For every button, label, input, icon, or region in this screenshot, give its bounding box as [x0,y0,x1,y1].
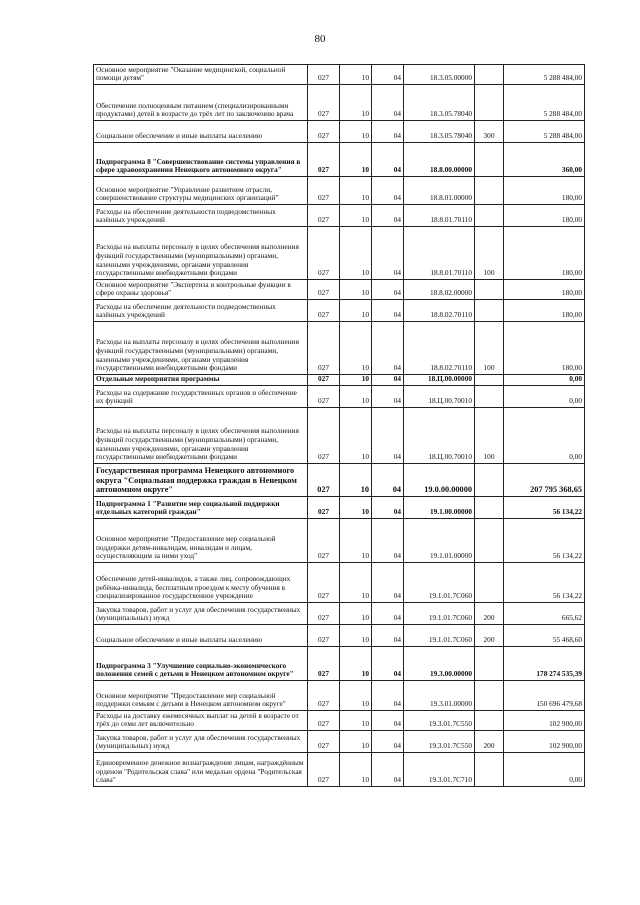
row-ministry-code-cell: 027 [308,227,340,280]
row-amount-cell: 5 288 484,00 [504,85,585,121]
row-section-code-cell: 10 [340,711,372,731]
row-subsection-code-cell: 04 [372,681,404,711]
row-section-code-cell: 10 [340,408,372,464]
row-amount-cell: 180,00 [504,177,585,205]
row-subsection-code-cell: 04 [372,731,404,753]
table-row [94,563,585,603]
row-section-code-cell: 10 [340,731,372,753]
row-subsection-code-cell: 04 [372,300,404,322]
table-row [94,386,585,408]
row-subsection-code-cell: 04 [372,753,404,787]
row-name-cell: Отдельные мероприятия программы [94,375,308,386]
row-ministry-code-cell: 027 [308,731,340,753]
row-amount-cell: 56 134,22 [504,563,585,603]
row-expense-type-cell [475,647,504,681]
row-ministry-code-cell: 027 [308,464,340,497]
table-row [94,625,585,647]
row-subsection-code-cell: 04 [372,563,404,603]
row-subsection-code-cell: 04 [372,711,404,731]
table-row [94,322,585,375]
table-row [94,300,585,322]
row-amount-cell: 5 288 484,00 [504,65,585,85]
row-section-code-cell: 10 [340,681,372,711]
row-ministry-code-cell: 027 [308,408,340,464]
row-ministry-code-cell: 027 [308,647,340,681]
row-target-article-cell: 18.8.01.70110 [404,227,475,280]
row-ministry-code-cell: 027 [308,386,340,408]
row-section-code-cell: 10 [340,280,372,300]
table-row [94,647,585,681]
row-name-cell: Основное мероприятие "Экспертиза и контрольные функции в сфере охраны здоровья" [94,280,308,300]
row-ministry-code-cell: 027 [308,205,340,227]
row-amount-cell: 180,00 [504,227,585,280]
row-amount-cell: 0,00 [504,753,585,787]
row-expense-type-cell: 200 [475,731,504,753]
table-row [94,65,585,85]
row-ministry-code-cell: 027 [308,322,340,375]
row-amount-cell: 102 900,00 [504,711,585,731]
row-name-cell: Социальное обеспечение и иные выплаты населению [94,121,308,143]
row-name-cell: Подпрограмма 3 "Улучшение социально-экономического положения семей с детьми в Ненецком автономном округе" [94,647,308,681]
row-section-code-cell: 10 [340,603,372,625]
row-target-article-cell: 19.3.00.00000 [404,647,475,681]
row-ministry-code-cell: 027 [308,65,340,85]
row-subsection-code-cell: 04 [372,280,404,300]
row-amount-cell: 0,00 [504,375,585,386]
row-amount-cell: 178 274 535,39 [504,647,585,681]
row-expense-type-cell: 200 [475,603,504,625]
row-name-cell: Закупка товаров, работ и услуг для обеспечения государственных (муниципальных) нужд [94,603,308,625]
row-expense-type-cell [475,497,504,519]
row-ministry-code-cell: 027 [308,497,340,519]
row-ministry-code-cell: 027 [308,625,340,647]
row-amount-cell: 207 795 368,65 [504,464,585,497]
row-name-cell: Основное мероприятие "Предоставление мер социальной поддержки детям-инвалидам, инвалидам и лицам, осуществляющим за ними уход" [94,519,308,563]
row-expense-type-cell [475,65,504,85]
row-section-code-cell: 10 [340,205,372,227]
row-subsection-code-cell: 04 [372,647,404,681]
table-row [94,205,585,227]
row-section-code-cell: 10 [340,375,372,386]
table-row [94,464,585,497]
row-expense-type-cell [475,519,504,563]
row-target-article-cell: 18.Ц.00.70010 [404,408,475,464]
row-expense-type-cell: 100 [475,408,504,464]
row-ministry-code-cell: 027 [308,143,340,177]
table-row [94,375,585,386]
row-target-article-cell: 18.8.01.00000 [404,177,475,205]
row-expense-type-cell [475,386,504,408]
row-target-article-cell: 18.3.05.78040 [404,121,475,143]
row-target-article-cell: 18.8.02.00000 [404,280,475,300]
row-name-cell: Основное мероприятие "Предоставление мер социальной поддержки семьям с детьми в Ненецком автономном округе" [94,681,308,711]
row-target-article-cell: 18.3.05.00000 [404,65,475,85]
row-subsection-code-cell: 04 [372,177,404,205]
table-row [94,143,585,177]
table-row [94,681,585,711]
row-section-code-cell: 10 [340,177,372,205]
table-row [94,227,585,280]
row-expense-type-cell [475,711,504,731]
row-amount-cell: 102 900,00 [504,731,585,753]
row-expense-type-cell [475,464,504,497]
row-name-cell: Единовременное денежное вознаграждение лицам, награждённым орденом "Родительская слава" или медалью ордена "Родительская слава" [94,753,308,787]
table-row [94,85,585,121]
row-ministry-code-cell: 027 [308,563,340,603]
row-amount-cell: 55 468,60 [504,625,585,647]
row-name-cell: Закупка товаров, работ и услуг для обеспечения государственных (муниципальных) нужд [94,731,308,753]
row-name-cell: Расходы на выплаты персоналу в целях обеспечения выполнения функций государственными (муниципальными) органами, казенными учреждениями, органами управления государственными внебюджетными фондами [94,227,308,280]
row-subsection-code-cell: 04 [372,322,404,375]
row-ministry-code-cell: 027 [308,300,340,322]
budget-table [93,64,585,787]
row-subsection-code-cell: 04 [372,625,404,647]
row-subsection-code-cell: 04 [372,519,404,563]
row-amount-cell: 180,00 [504,205,585,227]
row-section-code-cell: 10 [340,227,372,280]
row-target-article-cell: 19.0.00.00000 [404,464,475,497]
row-section-code-cell: 10 [340,386,372,408]
row-expense-type-cell: 300 [475,121,504,143]
row-subsection-code-cell: 04 [372,386,404,408]
row-target-article-cell: 18.8.02.70110 [404,322,475,375]
row-name-cell: Социальное обеспечение и иные выплаты населению [94,625,308,647]
table-row [94,408,585,464]
table-row [94,731,585,753]
row-target-article-cell: 19.1.01.7С060 [404,603,475,625]
row-target-article-cell: 18.8.01.70110 [404,205,475,227]
row-section-code-cell: 10 [340,497,372,519]
row-amount-cell: 180,00 [504,280,585,300]
row-name-cell: Основное мероприятие "Оказание медицинской, социальной помощи детям" [94,65,308,85]
row-target-article-cell: 19.3.01.7С550 [404,731,475,753]
table-row [94,121,585,143]
row-expense-type-cell [475,753,504,787]
row-amount-cell: 360,00 [504,143,585,177]
row-target-article-cell: 18.Ц.00.00000 [404,375,475,386]
row-expense-type-cell: 200 [475,625,504,647]
row-amount-cell: 0,00 [504,386,585,408]
row-expense-type-cell [475,375,504,386]
row-subsection-code-cell: 04 [372,375,404,386]
row-target-article-cell: 19.1.01.7С060 [404,625,475,647]
table-row [94,603,585,625]
row-name-cell: Расходы на содержание государственных органов и обеспечение их функций [94,386,308,408]
row-subsection-code-cell: 04 [372,121,404,143]
row-ministry-code-cell: 027 [308,121,340,143]
row-expense-type-cell [475,681,504,711]
row-name-cell: Расходы на обеспечение деятельности подведомственных казённых учреждений [94,205,308,227]
row-expense-type-cell [475,563,504,603]
row-amount-cell: 5 288 484,00 [504,121,585,143]
row-ministry-code-cell: 027 [308,85,340,121]
row-subsection-code-cell: 04 [372,227,404,280]
table-row [94,497,585,519]
row-target-article-cell: 19.3.01.00000 [404,681,475,711]
row-target-article-cell: 18.Ц.00.70010 [404,386,475,408]
row-name-cell: Основное мероприятие "Управление развитием отрасли, совершенствование структуры медицинских организаций" [94,177,308,205]
row-section-code-cell: 10 [340,647,372,681]
row-name-cell: Расходы на обеспечение деятельности подведомственных казённых учреждений [94,300,308,322]
row-ministry-code-cell: 027 [308,711,340,731]
table-row [94,177,585,205]
row-section-code-cell: 10 [340,65,372,85]
table-row [94,711,585,731]
row-section-code-cell: 10 [340,322,372,375]
row-name-cell: Государственная программа Ненецкого автономного округа "Социальная поддержка граждан в Ненецком автономном округе" [94,464,308,497]
row-amount-cell: 56 134,22 [504,497,585,519]
row-name-cell: Подпрограмма 1 "Развитие мер социальной поддержки отдельных категорий граждан" [94,497,308,519]
row-target-article-cell: 18.8.00.00000 [404,143,475,177]
row-amount-cell: 0,00 [504,408,585,464]
row-ministry-code-cell: 027 [308,375,340,386]
row-section-code-cell: 10 [340,143,372,177]
row-ministry-code-cell: 027 [308,519,340,563]
row-section-code-cell: 10 [340,121,372,143]
row-target-article-cell: 19.3.01.7С550 [404,711,475,731]
row-expense-type-cell [475,85,504,121]
row-ministry-code-cell: 027 [308,753,340,787]
row-amount-cell: 56 134,22 [504,519,585,563]
row-subsection-code-cell: 04 [372,65,404,85]
row-subsection-code-cell: 04 [372,143,404,177]
row-ministry-code-cell: 027 [308,603,340,625]
row-ministry-code-cell: 027 [308,177,340,205]
table-row [94,753,585,787]
row-subsection-code-cell: 04 [372,408,404,464]
row-expense-type-cell [475,205,504,227]
row-section-code-cell: 10 [340,753,372,787]
row-section-code-cell: 10 [340,85,372,121]
budget-table-body [94,65,585,787]
row-target-article-cell: 19.1.01.7С060 [404,563,475,603]
table-row [94,519,585,563]
row-target-article-cell: 18.8.02.70110 [404,300,475,322]
row-target-article-cell: 18.3.05.78040 [404,85,475,121]
row-subsection-code-cell: 04 [372,205,404,227]
row-amount-cell: 665,62 [504,603,585,625]
row-name-cell: Обеспечение полноценным питанием (специализированными продуктами) детей в возрасте до трёх лет по заключению врача [94,85,308,121]
row-expense-type-cell [475,300,504,322]
row-amount-cell: 150 696 479,68 [504,681,585,711]
row-target-article-cell: 19.1.00.00000 [404,497,475,519]
row-expense-type-cell: 100 [475,227,504,280]
row-subsection-code-cell: 04 [372,497,404,519]
page-number: 80 [314,33,326,45]
row-name-cell: Обеспечение детей-инвалидов, а также лиц, сопровождающих ребёнка-инвалида, бесплатным проездом к месту обучения в специализированное государственное учреждение [94,563,308,603]
row-section-code-cell: 10 [340,300,372,322]
row-name-cell: Расходы на доставку ежемесячных выплат на детей в возрасте от трёх до семи лет включительно [94,711,308,731]
row-name-cell: Расходы на выплаты персоналу в целях обеспечения выполнения функций государственными (муниципальными) органами, казенными учреждениями, органами управления государственными внебюджетными фондами [94,408,308,464]
row-expense-type-cell: 100 [475,322,504,375]
row-section-code-cell: 10 [340,519,372,563]
row-name-cell: Расходы на выплаты персоналу в целях обеспечения выполнения функций государственными (муниципальными) органами, казенными учреждениями, органами управления государственными внебюджетными фондами [94,322,308,375]
row-section-code-cell: 10 [340,625,372,647]
row-subsection-code-cell: 04 [372,85,404,121]
row-amount-cell: 180,00 [504,322,585,375]
row-subsection-code-cell: 04 [372,464,404,497]
row-ministry-code-cell: 027 [308,681,340,711]
row-name-cell: Подпрограмма 8 "Совершенствование системы управления в сфере здравоохранения Ненецкого автономного округа" [94,143,308,177]
row-section-code-cell: 10 [340,464,372,497]
row-section-code-cell: 10 [340,563,372,603]
table-row [94,280,585,300]
row-ministry-code-cell: 027 [308,280,340,300]
row-expense-type-cell [475,280,504,300]
row-expense-type-cell [475,143,504,177]
row-amount-cell: 180,00 [504,300,585,322]
row-target-article-cell: 19.1.01.00000 [404,519,475,563]
row-subsection-code-cell: 04 [372,603,404,625]
row-target-article-cell: 19.3.01.7С710 [404,753,475,787]
row-expense-type-cell [475,177,504,205]
